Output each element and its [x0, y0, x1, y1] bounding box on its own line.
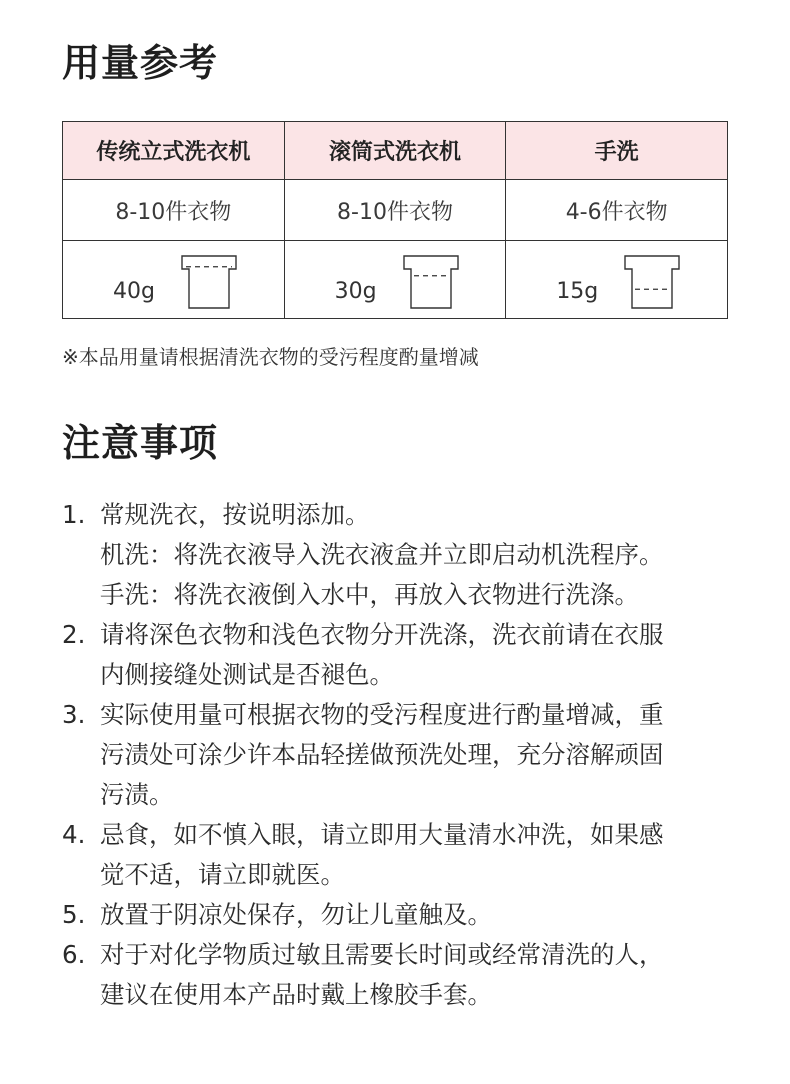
usage-header-row [63, 122, 728, 180]
dose-cell [506, 241, 728, 319]
note-line: 对于对化学物质过敏且需要长时间或经常清洗的人， [100, 940, 664, 969]
usage-note: ※本品用量请根据清洗衣物的受污程度酌量增减 [62, 345, 479, 369]
dose-amount: 15g [556, 279, 599, 304]
note-item [62, 495, 742, 615]
header-top-loader: 传统立式洗衣机 [63, 122, 285, 180]
note-line: 建议在使用本产品时戴上橡胶手套。 [100, 980, 492, 1009]
note-line: 机洗：将洗衣液导入洗衣液盒并立即启动机洗程序。 [100, 540, 664, 569]
count-hand-wash: 4-6件衣物 [506, 180, 728, 241]
note-number: 4. [62, 820, 86, 849]
usage-table [62, 121, 728, 319]
note-number: 2. [62, 620, 86, 649]
usage-count-row [63, 180, 728, 241]
note-item [62, 815, 742, 895]
note-line: 内侧接缝处测试是否褪色。 [100, 660, 394, 689]
usage-dose-row [63, 241, 728, 319]
notes-list [62, 495, 742, 1015]
header-front-loader: 滚筒式洗衣机 [284, 122, 506, 180]
measuring-cup-icon [624, 255, 680, 309]
note-number: 6. [62, 940, 86, 969]
note-line: 污渍处可涂少许本品轻搓做预洗处理，充分溶解顽固 [100, 740, 664, 769]
dose-amount: 30g [334, 279, 377, 304]
note-line: 觉不适，请立即就医。 [100, 860, 345, 889]
count-front-loader: 8-10件衣物 [284, 180, 506, 241]
note-line: 污渍。 [100, 780, 174, 809]
note-item [62, 695, 742, 815]
measuring-cup-icon [403, 255, 459, 309]
note-item [62, 895, 742, 935]
note-line: 放置于阴凉处保存，勿让儿童触及。 [100, 900, 492, 929]
note-line: 忌食，如不慎入眼，请立即用大量清水冲洗，如果感 [100, 820, 664, 849]
notes-section-title: 注意事项 [62, 421, 219, 465]
dose-amount: 40g [113, 279, 155, 304]
note-line: 请将深色衣物和浅色衣物分开洗涤，洗衣前请在衣服 [100, 620, 664, 649]
count-top-loader: 8-10件衣物 [63, 180, 285, 241]
note-line: 手洗：将洗衣液倒入水中，再放入衣物进行洗涤。 [100, 580, 639, 609]
measuring-cup-icon [181, 255, 237, 309]
note-item [62, 935, 742, 1015]
dose-cell [284, 241, 506, 319]
note-item [62, 615, 742, 695]
usage-section-title: 用量参考 [62, 41, 219, 85]
note-line: 常规洗衣，按说明添加。 [100, 500, 370, 529]
note-number: 1. [62, 500, 86, 529]
dose-cell [63, 241, 285, 319]
note-number: 5. [62, 900, 86, 929]
note-number: 3. [62, 700, 86, 729]
header-hand-wash: 手洗 [506, 122, 728, 180]
note-line: 实际使用量可根据衣物的受污程度进行酌量增减，重 [100, 700, 664, 729]
